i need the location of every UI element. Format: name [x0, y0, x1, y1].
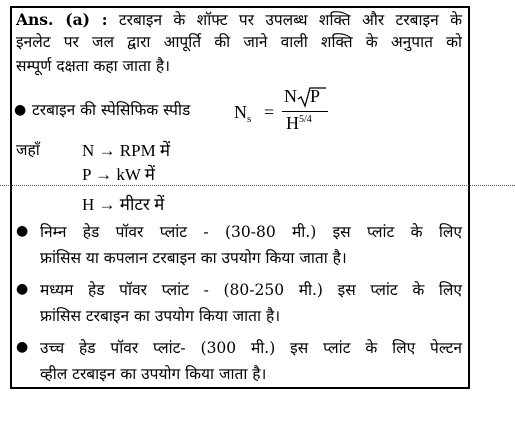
bullet-2-line-2: फ्रांसिस टरबाइन का उपयोग किया जाता है। [40, 307, 281, 325]
bullet-3-line-1: उच्च हेड पॉवर प्लांट- (300 मी.) इस प्लांट के लिए पेल्टन [40, 339, 462, 357]
formula-lhs: $N_s$ [234, 102, 252, 125]
formula-numerator: N [284, 86, 297, 106]
definition-h: H → मीटर में [82, 195, 165, 214]
bullet-icon: ● [14, 102, 27, 118]
answer-line-2: इनलेट पर जल द्वारा आपूर्ति की जाने वाली शक्ति के अनुपात को [16, 33, 462, 51]
formula-equals: = [264, 102, 275, 122]
definition-n: N → RPM में [82, 141, 171, 160]
bullet-1-line-1: निम्न हेड पॉवर प्लांट - (30-80 मी.) इस प्लांट के लिए [40, 223, 462, 241]
answer-label: Ans. (a) : [16, 10, 108, 29]
specific-speed-label: टरबाइन की स्पेसिफिक स्पीड [32, 101, 191, 119]
bullet-3-line-2: व्हील टरबाइन का उपयोग किया जाता है। [40, 365, 267, 383]
answer-line-3: सम्पूर्ण दक्षता कहा जाता है। [16, 57, 170, 75]
bullet-1-line-2: फ्रांसिस या कपलान टरबाइन का उपयोग किया जाता है। [40, 249, 347, 267]
where-label: जहाँ [16, 141, 40, 159]
bullet-icon: ● [16, 339, 29, 355]
formula-denominator: $H^{5/4}$ [286, 113, 312, 133]
answer-line-1 [16, 10, 462, 30]
formula-p: P [310, 86, 321, 106]
page-divider [0, 185, 515, 186]
answer-text-1: टरबाइन के शॉफ्ट पर उपलब्ध शक्ति और टरबाइन के [118, 11, 462, 29]
fraction-bar [282, 111, 328, 112]
bullet-icon: ● [16, 223, 29, 239]
bullet-icon: ● [16, 281, 29, 297]
bullet-2-line-1: मध्यम हेड पॉवर प्लांट - (80-250 मी.) इस प्लांट के लिए [40, 281, 462, 299]
definition-p: P → kW में [82, 165, 155, 184]
